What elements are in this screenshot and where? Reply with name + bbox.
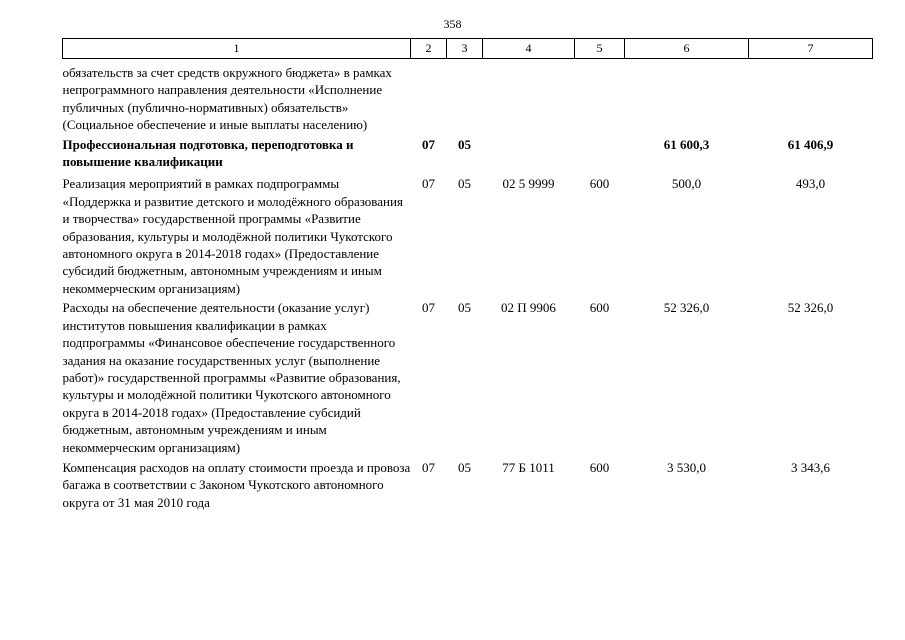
- row-amount-7: 3 343,6: [791, 459, 830, 475]
- header-col-2: 2: [411, 39, 447, 59]
- row-subsection: 05: [458, 300, 471, 316]
- budget-table: [62, 38, 873, 511]
- table-row: [63, 297, 873, 456]
- row-expense-type: 600: [589, 176, 610, 192]
- row-amount-6: 61 600,3: [663, 136, 710, 152]
- row-amount-6: 3 530,0: [667, 459, 706, 475]
- row-description: Расходы на обеспечение деятельности (оказание услуг) институтов повышения квалификации в рамках подпрограммы «Финансовое обеспечение государственного задания на оказание государственных услуг (выполнение работ)» государственной программы «Развитие образования, культуры и молодёжной политики Чукотского автономного округа в 2014-2018 годах» (Предоставление субсидий бюджетным, автономным учреждениям и иным некоммерческим организациям): [62, 300, 401, 455]
- row-section: 07: [422, 300, 435, 316]
- table-row: [63, 134, 873, 171]
- header-col-3: 3: [447, 39, 483, 59]
- row-section: 07: [422, 136, 435, 152]
- row-expense-type: 600: [589, 300, 610, 316]
- header-col-1: 1: [63, 39, 411, 59]
- row-section: [411, 59, 447, 134]
- row-amount-6: 52 326,0: [663, 300, 710, 316]
- table-row: [63, 59, 873, 134]
- row-expense-type: [575, 134, 625, 171]
- header-col-6: 6: [625, 39, 749, 59]
- table-header-row: [63, 39, 873, 59]
- row-amount-6: 500,0: [671, 176, 702, 192]
- row-description: Профессиональная подготовка, переподготовка и повышение квалификации: [62, 136, 354, 170]
- row-target: [483, 59, 575, 134]
- row-subsection: 05: [458, 136, 471, 152]
- row-target: 02 5 9999: [502, 176, 555, 192]
- row-subsection: [447, 59, 483, 134]
- row-target: 02 П 9906: [501, 300, 556, 316]
- row-amount-7: 52 326,0: [787, 300, 834, 316]
- row-section: 07: [422, 459, 435, 475]
- row-amount-7: [749, 59, 873, 134]
- table-row: [63, 170, 873, 297]
- page-number: 358: [443, 17, 462, 31]
- header-col-5: 5: [575, 39, 625, 59]
- header-col-4: 4: [483, 39, 575, 59]
- header-col-7: 7: [749, 39, 873, 59]
- row-amount-6: [625, 59, 749, 134]
- row-expense-type: [575, 59, 625, 134]
- row-expense-type: 600: [589, 459, 610, 475]
- row-amount-7: 493,0: [795, 176, 826, 192]
- row-target: [483, 134, 575, 171]
- row-subsection: 05: [458, 459, 471, 475]
- row-description: Компенсация расходов на оплату стоимости проезда и провоза багажа в соответствии с Законом Чукотского автономного округа от 31 мая 2010 года: [62, 459, 411, 510]
- table-row: [63, 456, 873, 511]
- row-description: Реализация мероприятий в рамках подпрограммы «Поддержка и развитие детского и молодёжного образования и творчества» государственной программы «Развитие образования, культуры и молодёжной политики Чукотского автономного округа в 2014-2018 годах» (Предоставление субсидий бюджетным, автономным учреждениям и иным некоммерческим организациям): [62, 176, 403, 296]
- row-section: 07: [422, 176, 435, 192]
- row-target: 77 Б 1011: [502, 459, 555, 475]
- row-amount-7: 61 406,9: [787, 136, 834, 152]
- row-description: обязательств за счет средств окружного бюджета» в рамках непрограммного направления деятельности «Исполнение публичных (публично-нормативных) обязательств» (Социальное обеспечение и иные выплаты населению): [62, 65, 392, 133]
- row-subsection: 05: [458, 176, 471, 192]
